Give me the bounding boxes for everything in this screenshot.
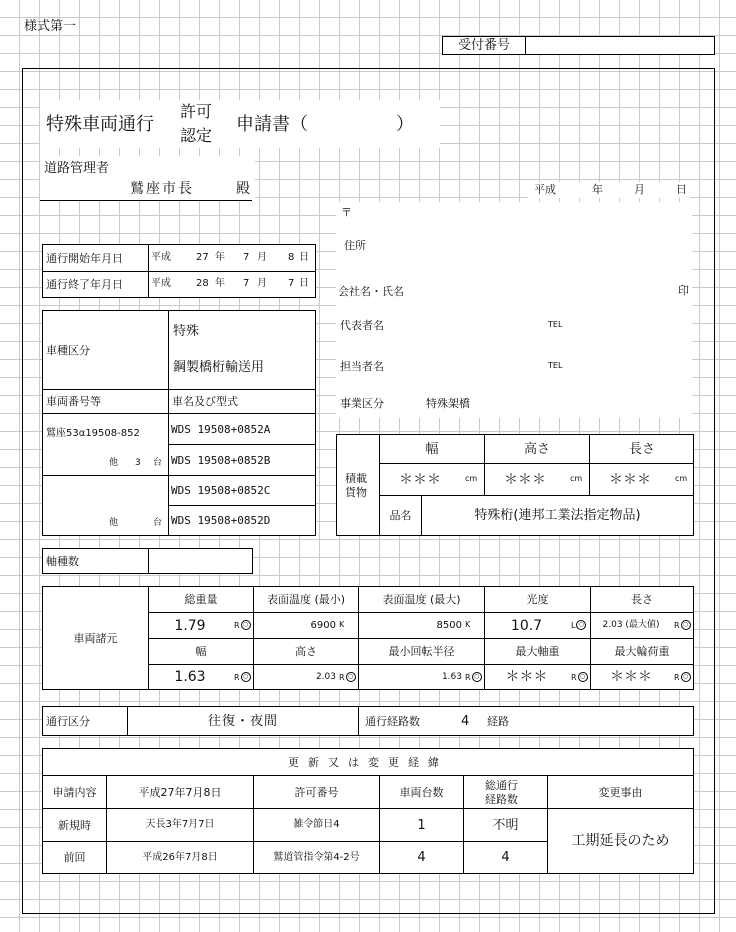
business-value: 特殊架橋 bbox=[426, 397, 470, 410]
date-month: 月 bbox=[634, 183, 645, 196]
tel-label-2: TEL bbox=[548, 361, 563, 370]
cargo-label-1: 積載 bbox=[345, 472, 367, 485]
representative-label: 代表者名 bbox=[340, 319, 384, 332]
specs-unit-1-3: L ○ bbox=[571, 620, 586, 630]
history-row-0-col-3: 1 bbox=[417, 817, 426, 833]
specs-unit-1-0: R ○ bbox=[234, 620, 251, 630]
start-nen: 年 bbox=[215, 252, 225, 263]
route-kubun-value: 往復・夜間 bbox=[207, 713, 278, 729]
cargo-v-length: ＊＊＊ bbox=[609, 471, 651, 488]
history-reason: 工期延長のため bbox=[571, 833, 670, 849]
manager-label: 道路管理者 bbox=[44, 161, 110, 176]
cargo-h-length: 長さ bbox=[628, 441, 655, 457]
vehicle-count: 3 bbox=[135, 458, 141, 468]
specs-header-1-4: 長さ bbox=[631, 593, 653, 606]
start-month: 7 bbox=[243, 252, 250, 263]
specs-value-1-0: 1.79 bbox=[174, 617, 206, 634]
vehicle-other-1: 他 bbox=[109, 458, 119, 468]
title-left: 特殊車両通行 bbox=[46, 114, 154, 135]
history-row-0-col-1: 天長3年7月7日 bbox=[145, 819, 215, 830]
tel-label-1: TEL bbox=[548, 320, 563, 329]
specs-header-2-3: 最大軸重 bbox=[515, 645, 560, 658]
specs-value-2-0: 1.63 bbox=[174, 669, 206, 685]
model-2: WDS 19508+0852B bbox=[171, 453, 271, 467]
specs-header-2-1: 高さ bbox=[295, 645, 317, 658]
contact-label: 担当者名 bbox=[340, 360, 384, 373]
title-right: 申請書（ bbox=[236, 114, 308, 135]
vehicle-unit-1: 台 bbox=[153, 458, 163, 468]
cargo-unit-3: cm bbox=[675, 474, 688, 483]
specs-value-1-2: 8500 bbox=[436, 619, 462, 631]
route-table bbox=[42, 706, 694, 736]
address-label: 住所 bbox=[344, 239, 366, 252]
cargo-v-width: ＊＊＊ bbox=[399, 471, 441, 488]
vehicle-model-label: 車名及び型式 bbox=[172, 395, 238, 408]
vehicle-other-2: 他 bbox=[109, 518, 119, 528]
start-tsuki: 月 bbox=[257, 252, 267, 263]
cargo-label-2: 貨物 bbox=[345, 486, 367, 499]
specs-unit-1-4: R ○ bbox=[674, 620, 691, 630]
reception-field[interactable] bbox=[526, 37, 714, 54]
specs-table bbox=[42, 586, 694, 690]
history-h-routes-1: 総通行 bbox=[485, 779, 518, 792]
specs-header-1-0: 総重量 bbox=[184, 593, 218, 606]
history-row-1-col-3: 4 bbox=[417, 850, 426, 865]
history-h-date: 平成27年7月8日 bbox=[138, 785, 222, 799]
route-kubun-label: 通行区分 bbox=[46, 714, 90, 728]
history-row-1-col-0: 前回 bbox=[63, 851, 86, 864]
cargo-h-height: 高さ bbox=[523, 441, 550, 457]
end-day: 7 bbox=[288, 278, 295, 289]
end-month: 7 bbox=[243, 278, 250, 289]
history-row-0-col-2: 雑令節日4 bbox=[293, 819, 340, 830]
manager-name: 鷲座市長 bbox=[130, 181, 194, 197]
end-year: 28 bbox=[196, 278, 209, 289]
cargo-unit-1: cm bbox=[465, 474, 478, 483]
history-h-routes-2: 経路数 bbox=[485, 793, 518, 806]
history-h-reason: 変更事由 bbox=[598, 785, 643, 799]
history-row-1-col-4: 4 bbox=[501, 850, 510, 865]
history-row-0-col-4: 不明 bbox=[492, 817, 519, 833]
route-count-label: 通行経路数 bbox=[365, 714, 420, 728]
history-h-content: 申請内容 bbox=[52, 785, 97, 799]
specs-unit-2-3: R ○ bbox=[571, 672, 588, 682]
specs-unit-2-0: R ○ bbox=[234, 672, 251, 682]
vehicle-number: 鷲座53α19508-852 bbox=[46, 428, 140, 439]
reception-box bbox=[442, 36, 715, 55]
cargo-name-label: 品名 bbox=[389, 509, 412, 522]
specs-header-2-0: 幅 bbox=[195, 645, 207, 658]
end-label: 通行終了年月日 bbox=[46, 278, 123, 291]
specs-value-1-3: 10.7 bbox=[510, 617, 543, 634]
specs-unit-2-1: R ○ bbox=[339, 672, 356, 682]
start-label: 通行開始年月日 bbox=[46, 251, 123, 265]
start-hi: 日 bbox=[299, 252, 309, 263]
axle-label: 軸種数 bbox=[46, 554, 79, 568]
end-tsuki: 月 bbox=[257, 278, 267, 289]
form-number: 様式第一 bbox=[24, 19, 77, 34]
specs-value-2-4: ＊＊＊ bbox=[610, 669, 652, 685]
specs-value-1-4: 2.03 (最大値) bbox=[602, 620, 660, 630]
specs-header-2-2: 最小回転半径 bbox=[388, 645, 455, 658]
history-h-permit: 許可番号 bbox=[294, 785, 339, 799]
vehicle-type-2: 鋼製橋桁輸送用 bbox=[173, 360, 265, 375]
date-day: 日 bbox=[676, 183, 687, 196]
model-4: WDS 19508+0852D bbox=[171, 514, 271, 527]
end-nen: 年 bbox=[215, 278, 225, 289]
specs-header-1-3: 光度 bbox=[526, 593, 549, 606]
end-hi: 日 bbox=[299, 278, 309, 289]
history-title: 更新又は変更経緯 bbox=[288, 755, 448, 769]
specs-unit-2-4: R ○ bbox=[674, 672, 691, 682]
reception-label: 受付番号 bbox=[457, 38, 510, 53]
history-h-count: 車両台数 bbox=[399, 785, 444, 799]
cargo-v-height: ＊＊＊ bbox=[504, 471, 546, 488]
end-era: 平成 bbox=[151, 278, 171, 289]
specs-value-2-3: ＊＊＊ bbox=[505, 669, 548, 685]
title-option-cert: 認定 bbox=[180, 126, 213, 145]
model-1: WDS 19508+0852A bbox=[171, 422, 271, 436]
manager-honorific: 殿 bbox=[236, 181, 250, 197]
start-year: 27 bbox=[196, 252, 209, 263]
cargo-h-width: 幅 bbox=[425, 441, 439, 457]
start-day: 8 bbox=[288, 252, 295, 263]
axle-value[interactable] bbox=[149, 549, 252, 573]
title-close: ） bbox=[396, 114, 414, 135]
cargo-table bbox=[336, 434, 694, 536]
vehicle-unit-2: 台 bbox=[153, 518, 163, 528]
vehicle-table bbox=[42, 310, 316, 536]
specs-unit-2-2: R ○ bbox=[465, 672, 482, 682]
model-3: WDS 19508+0852C bbox=[171, 484, 271, 497]
date-year: 年 bbox=[592, 183, 603, 196]
specs-header-1-2: 表面温度 (最大) bbox=[382, 593, 461, 606]
vehicle-type-label: 車種区分 bbox=[46, 343, 90, 357]
period-table bbox=[42, 244, 316, 298]
route-count-unit: 経路 bbox=[487, 714, 509, 728]
route-count-value: 4 bbox=[461, 713, 470, 729]
specs-value-2-1: 2.03 bbox=[315, 671, 336, 682]
cargo-unit-2: cm bbox=[570, 474, 583, 483]
title-option-permit: 許可 bbox=[180, 102, 213, 121]
date-era: 平成 bbox=[534, 183, 556, 196]
history-row-1-col-1: 平成26年7月8日 bbox=[142, 851, 218, 863]
specs-unit-1-2: K bbox=[465, 620, 471, 629]
specs-header-1-1: 表面温度 (最小) bbox=[266, 593, 346, 606]
history-table bbox=[42, 748, 694, 874]
postal-mark: 〒 bbox=[341, 206, 352, 219]
specs-label: 車両諸元 bbox=[73, 631, 118, 645]
business-label: 事業区分 bbox=[340, 397, 384, 410]
history-row-0-col-0: 新規時 bbox=[58, 818, 91, 832]
vehicle-number-label: 車両番号等 bbox=[46, 395, 101, 408]
start-era: 平成 bbox=[151, 252, 171, 263]
specs-value-2-2: 1.63 bbox=[441, 671, 462, 682]
specs-header-2-4: 最大輪荷重 bbox=[614, 645, 670, 658]
specs-unit-1-1: K bbox=[339, 620, 345, 629]
history-row-1-col-2: 鷲道管指令第4-2号 bbox=[273, 851, 360, 863]
vehicle-type-1: 特殊 bbox=[173, 324, 200, 339]
cargo-name-value: 特殊桁(連邦工業法指定物品) bbox=[474, 508, 641, 523]
axle-table bbox=[42, 548, 253, 574]
specs-value-1-1: 6900 bbox=[310, 619, 336, 631]
company-label: 会社名・氏名 bbox=[338, 285, 404, 298]
seal-mark: 印 bbox=[678, 284, 689, 297]
